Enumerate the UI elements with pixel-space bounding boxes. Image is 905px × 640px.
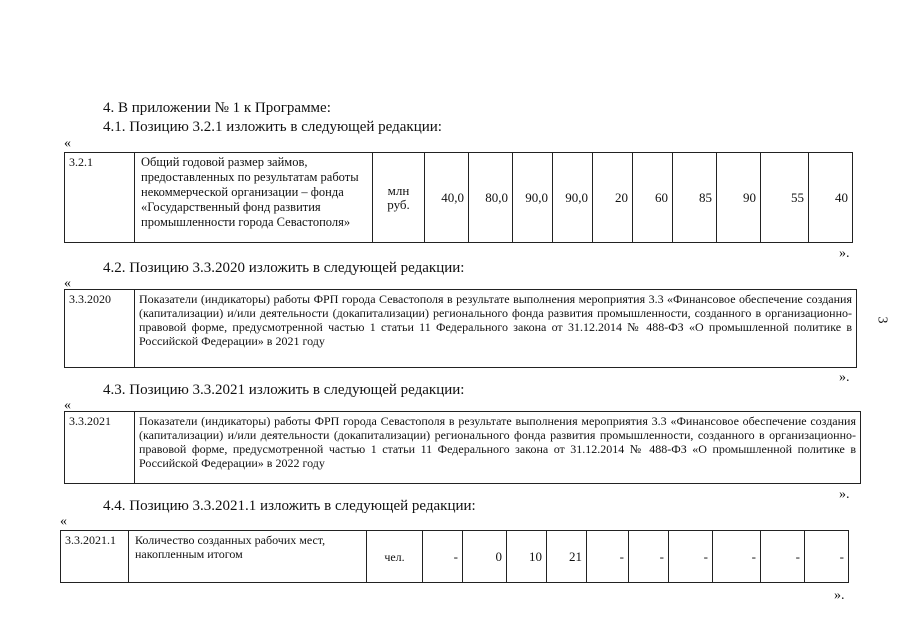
item-4-2-heading: 4.2. Позицию 3.3.2020 изложить в следующей редакции: <box>103 260 465 276</box>
open-quote: « <box>64 398 71 413</box>
section-heading: 4. В приложении № 1 к Программе: <box>103 100 331 116</box>
table3-text: Показатели (индикаторы) работы ФРП города Севастополя в результате выполнения мероприятия 3.3 «Финансовое обеспечение создания (капитализации) и/или деятельности (докапитализации) регионального фонда развития промышленности, созданного в организационно-правовой форме, предусмотренной частью 1 статьи 11 Федерального закона от 31.12.2014 № 488-ФЗ «О промышленной политике в Российской Федерации» в 2022 году <box>135 412 861 484</box>
table-position-3-3-2020 <box>64 289 857 368</box>
close-quote-2: ». <box>839 370 850 385</box>
close-quote-3: ». <box>839 487 850 502</box>
table2-text: Показатели (индикаторы) работы ФРП города Севастополя в результате выполнения мероприятия 3.3 «Финансовое обеспечение создания (капитализации) и/или деятельности (докапитализации) регионального фонда развития промышленности, созданного в организационно-правовой форме, предусмотренной частью 1 статьи 11 Федерального закона от 31.12.2014 № 488-ФЗ «О промышленной политике в Российской Федерации» в 2021 году <box>135 290 857 368</box>
table4-value: - <box>669 531 713 583</box>
table-position-3-3-2021 <box>64 411 861 484</box>
page-number: 3 <box>874 316 890 324</box>
table3-code: 3.3.2021 <box>65 412 135 484</box>
table1-code: 3.2.1 <box>65 153 135 243</box>
table4-code: 3.3.2021.1 <box>61 531 129 583</box>
table4-value: - <box>423 531 463 583</box>
table1-value: 60 <box>633 153 673 243</box>
table4-value: - <box>761 531 805 583</box>
table1-value: 90,0 <box>553 153 593 243</box>
table-position-3-3-2021-1 <box>60 530 849 583</box>
table4-value: 10 <box>507 531 547 583</box>
table4-value: - <box>587 531 629 583</box>
open-quote: « <box>64 276 71 291</box>
table1-value: 40,0 <box>425 153 469 243</box>
table4-value: 21 <box>547 531 587 583</box>
table4-value: 0 <box>463 531 507 583</box>
table1-value: 85 <box>673 153 717 243</box>
table2-code: 3.3.2020 <box>65 290 135 368</box>
table4-value: - <box>805 531 849 583</box>
table4-unit: чел. <box>367 531 423 583</box>
item-4-4-heading: 4.4. Позицию 3.3.2021.1 изложить в следующей редакции: <box>103 498 476 514</box>
table1-value: 55 <box>761 153 809 243</box>
table4-value: - <box>629 531 669 583</box>
open-quote: « <box>60 514 67 529</box>
item-4-1-heading: 4.1. Позицию 3.2.1 изложить в следующей редакции: <box>103 119 442 135</box>
close-quote-1: ». <box>839 246 850 261</box>
table1-value: 90,0 <box>513 153 553 243</box>
table-position-3-2-1 <box>64 152 853 243</box>
table4-name: Количество созданных рабочих мест, накопленным итогом <box>129 531 367 583</box>
table4-value: - <box>713 531 761 583</box>
table1-value: 80,0 <box>469 153 513 243</box>
table1-name: Общий годовой размер займов, предоставленных по результатам работы некоммерческой организации – фонда «Государственный фонд развития промышленности города Севастополя» <box>135 153 373 243</box>
table1-unit: млн руб. <box>373 153 425 243</box>
table1-value: 90 <box>717 153 761 243</box>
table1-value: 40 <box>809 153 853 243</box>
close-quote-4: ». <box>834 588 845 603</box>
open-quote: « <box>64 136 71 151</box>
table1-value: 20 <box>593 153 633 243</box>
item-4-3-heading: 4.3. Позицию 3.3.2021 изложить в следующей редакции: <box>103 382 465 398</box>
